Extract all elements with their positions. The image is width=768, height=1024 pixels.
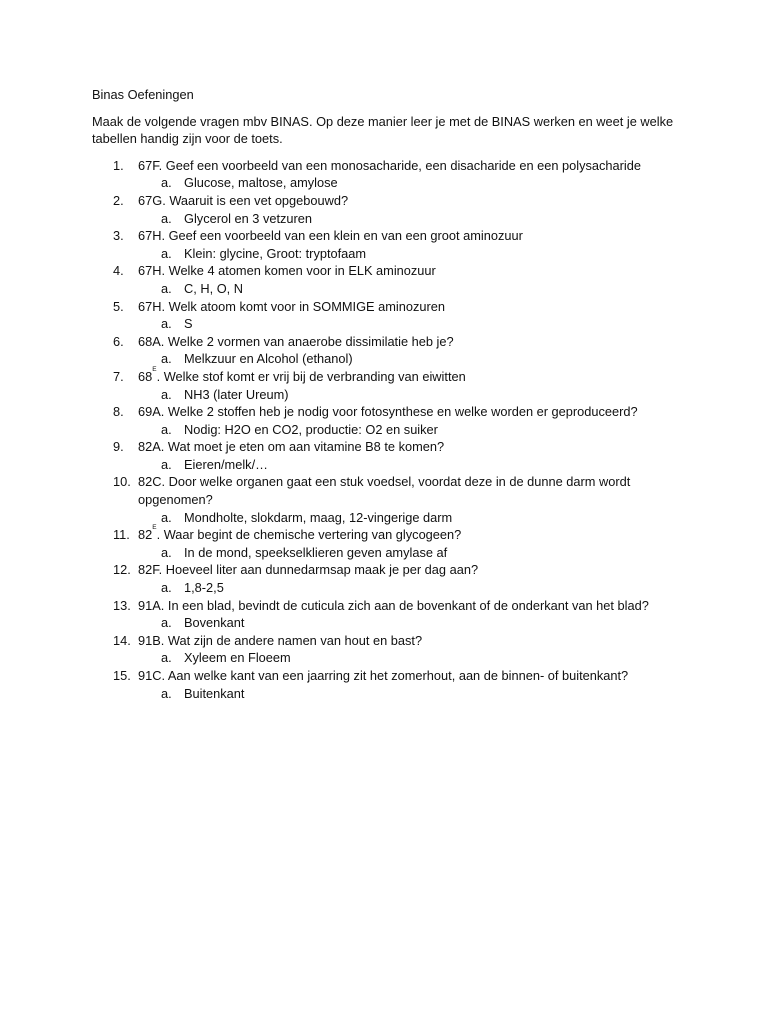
question-number: 14. xyxy=(113,632,131,648)
answer-letter: a. xyxy=(161,351,172,367)
question-body: . Welke 2 stoffen heb je nodig voor fotosynthese en welke worden er geproduceerd? xyxy=(160,404,638,420)
answer-item xyxy=(138,210,692,228)
question-text xyxy=(138,561,692,579)
answer-item xyxy=(138,614,692,632)
question-item xyxy=(92,227,692,262)
answer-item xyxy=(138,544,692,562)
question-item xyxy=(92,597,692,632)
answer-text: S xyxy=(184,316,193,332)
answer-item xyxy=(138,579,692,597)
question-text xyxy=(138,438,692,456)
answer-letter: a. xyxy=(161,509,172,525)
answer-item xyxy=(138,509,692,527)
question-table-ref: 82F xyxy=(138,562,159,578)
question-text xyxy=(138,632,692,650)
question-number: 9. xyxy=(113,439,124,455)
question-item xyxy=(92,403,692,438)
question-table-ref-superscript: E xyxy=(152,365,157,373)
question-body: . In een blad, bevindt de cuticula zich aan de bovenkant of de onderkant van het blad? xyxy=(160,597,649,613)
answer-letter: a. xyxy=(161,580,172,596)
answer-text: Bovenkant xyxy=(184,615,245,631)
question-item xyxy=(92,632,692,667)
question-number: 4. xyxy=(113,263,124,279)
document-intro: Maak de volgende vragen mbv BINAS. Op deze manier leer je met de BINAS werken en weet je welke tabellen handig zijn voor de toets. xyxy=(92,113,674,147)
question-item xyxy=(92,561,692,596)
question-number: 10. xyxy=(113,474,131,490)
question-text xyxy=(138,333,692,351)
question-body: . Door welke organen gaat een stuk voedsel, voordat deze in de dunne darm wordt opgenomen? xyxy=(138,474,631,508)
answer-text: Xyleem en Floeem xyxy=(184,650,291,666)
question-table-ref-superscript: E xyxy=(152,523,157,531)
question-table-ref: 68A xyxy=(138,333,161,349)
question-table-ref: 67G xyxy=(138,192,163,208)
question-item xyxy=(92,473,692,526)
question-body: . Welk atoom komt voor in SOMMIGE aminozuren xyxy=(161,298,446,314)
question-text xyxy=(138,298,692,316)
question-item xyxy=(92,157,692,192)
question-table-ref: 91A xyxy=(138,597,161,613)
answer-text: Glucose, maltose, amylose xyxy=(184,175,338,191)
question-number: 1. xyxy=(113,157,124,173)
answer-text: 1,8-2,5 xyxy=(184,580,224,596)
answer-letter: a. xyxy=(161,386,172,402)
answer-text: Klein: glycine, Groot: tryptofaam xyxy=(184,245,367,261)
question-number: 15. xyxy=(113,668,131,683)
answer-letter: a. xyxy=(161,175,172,191)
answer-text: C, H, O, N xyxy=(184,280,244,296)
answer-item xyxy=(138,350,692,368)
question-item xyxy=(92,667,692,702)
answer-letter: a. xyxy=(161,421,172,437)
answer-letter: a. xyxy=(161,456,172,472)
question-table-ref: 82 xyxy=(138,527,153,543)
question-number: 13. xyxy=(113,597,131,613)
answer-text: Nodig: H2O en CO2, productie: O2 en suiker xyxy=(184,421,438,437)
question-body: . Wat moet je eten om aan vitamine B8 te komen? xyxy=(160,439,445,455)
answer-text: Mondholte, slokdarm, maag, 12-vingerige darm xyxy=(184,509,453,525)
question-text xyxy=(138,262,692,280)
question-table-ref: 91C xyxy=(138,668,162,683)
answer-text: In de mond, speekselklieren geven amylase af xyxy=(184,544,448,560)
answer-letter: a. xyxy=(161,316,172,332)
answer-item xyxy=(138,280,692,298)
question-body: . Welke stof komt er vrij bij de verbranding van eiwitten xyxy=(156,368,466,384)
answer-text: NH3 (later Ureum) xyxy=(184,386,289,402)
question-number: 3. xyxy=(113,228,124,244)
answer-item xyxy=(138,456,692,474)
question-text xyxy=(138,597,692,615)
question-text xyxy=(138,403,692,421)
question-number: 5. xyxy=(113,298,124,314)
question-table-ref: 67H xyxy=(138,298,162,314)
question-table-ref: 67F xyxy=(138,157,159,173)
answer-text: Melkzuur en Alcohol (ethanol) xyxy=(184,351,353,367)
question-number: 12. xyxy=(113,562,131,578)
question-table-ref: 69A xyxy=(138,404,161,420)
question-text xyxy=(138,473,692,508)
question-item xyxy=(92,298,692,333)
answer-item xyxy=(138,685,692,703)
document-title: Binas Oefeningen xyxy=(92,87,194,102)
question-text xyxy=(138,365,692,386)
question-body: . Aan welke kant van een jaarring zit het zomerhout, aan de binnen- of buitenkant? xyxy=(161,668,629,683)
question-body: . Waaruit is een vet opgebouwd? xyxy=(162,192,349,208)
question-number: 2. xyxy=(113,192,124,208)
question-number: 8. xyxy=(113,404,124,420)
answer-item xyxy=(138,245,692,263)
question-table-ref: 67H xyxy=(138,228,162,244)
question-list xyxy=(92,157,692,702)
answer-text: Eieren/melk/… xyxy=(184,456,268,472)
question-text xyxy=(138,227,692,245)
question-number: 6. xyxy=(113,333,124,349)
question-table-ref: 67H xyxy=(138,263,162,279)
answer-letter: a. xyxy=(161,245,172,261)
answer-text: Buitenkant xyxy=(184,685,245,701)
document-page xyxy=(92,86,692,702)
question-body: . Geef een voorbeeld van een monosacharide, een disacharide en een polysacharide xyxy=(158,157,641,173)
answer-text: Glycerol en 3 vetzuren xyxy=(184,210,313,226)
question-item xyxy=(92,333,692,368)
question-body: . Hoeveel liter aan dunnedarmsap maak je per dag aan? xyxy=(158,562,479,578)
question-number: 7. xyxy=(113,368,124,384)
question-body: . Welke 4 atomen komen voor in ELK aminozuur xyxy=(161,263,436,279)
question-table-ref: 82A xyxy=(138,439,161,455)
question-text xyxy=(138,157,692,175)
answer-letter: a. xyxy=(161,650,172,666)
answer-item xyxy=(138,649,692,667)
question-body: . Wat zijn de andere namen van hout en bast? xyxy=(160,632,423,648)
question-body: . Waar begint de chemische vertering van glycogeen? xyxy=(156,527,462,543)
answer-item xyxy=(138,386,692,404)
question-body: . Welke 2 vormen van anaerobe dissimilatie heb je? xyxy=(160,333,454,349)
question-text xyxy=(138,667,692,685)
question-item xyxy=(92,262,692,297)
question-table-ref: 68 xyxy=(138,368,153,384)
answer-letter: a. xyxy=(161,615,172,631)
answer-letter: a. xyxy=(161,280,172,296)
answer-letter: a. xyxy=(161,210,172,226)
question-text xyxy=(138,192,692,210)
answer-letter: a. xyxy=(161,685,172,701)
question-item xyxy=(92,365,692,403)
question-number: 11. xyxy=(113,527,130,543)
answer-item xyxy=(138,315,692,333)
question-body: . Geef een voorbeeld van een klein en van een groot aminozuur xyxy=(161,228,523,244)
question-item xyxy=(92,438,692,473)
answer-letter: a. xyxy=(161,544,172,560)
question-item xyxy=(92,523,692,561)
answer-item xyxy=(138,174,692,192)
answer-item xyxy=(138,421,692,439)
question-item xyxy=(92,192,692,227)
question-text xyxy=(138,523,692,544)
question-table-ref: 91B xyxy=(138,632,161,648)
question-table-ref: 82C xyxy=(138,474,162,490)
